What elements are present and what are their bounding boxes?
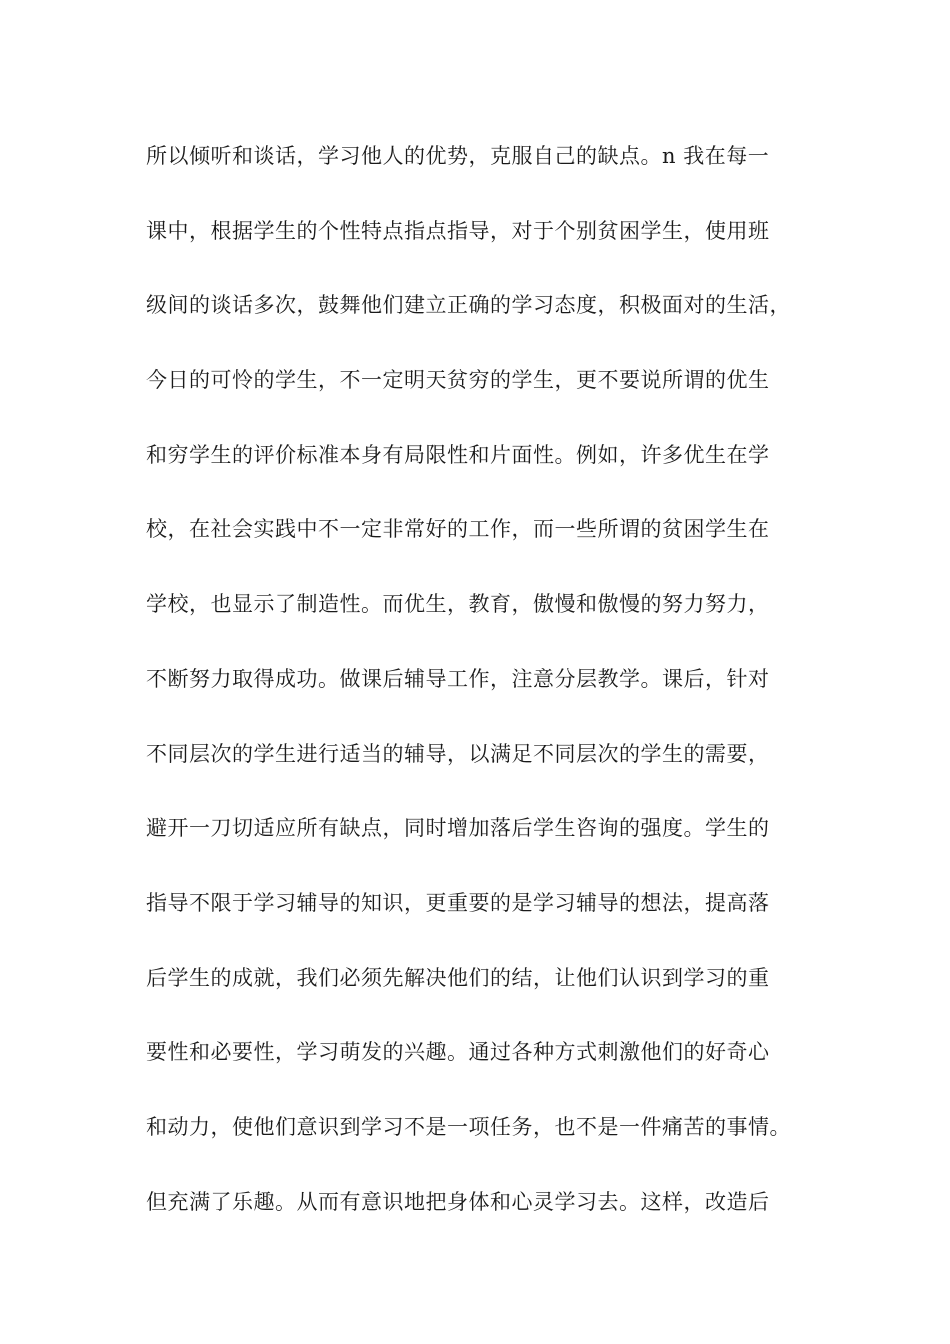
text-line: 不断努力取得成功。做课后辅导工作，注意分层教学。课后，针对: [146, 666, 770, 691]
text-line: 要性和必要性，学习萌发的兴趣。通过各种方式刺激他们的好奇心: [146, 1040, 770, 1065]
text-line: 今日的可怜的学生，不一定明天贫穷的学生，更不要说所谓的优生: [146, 368, 770, 393]
text-line: 避开一刀切适应所有缺点，同时增加落后学生咨询的强度。学生的: [146, 816, 770, 841]
text-line: 课中，根据学生的个性特点指点指导，对于个别贫困学生，使用班: [146, 218, 770, 243]
text-line: 级间的谈话多次，鼓舞他们建立正确的学习态度，积极面对的生活，: [146, 293, 791, 318]
body-text: [146, 136, 826, 1256]
text-line: 后学生的成就，我们必须先解决他们的结，让他们认识到学习的重: [146, 965, 770, 990]
text-line: 不同层次的学生进行适当的辅导，以满足不同层次的学生的需要，: [146, 741, 770, 766]
text-line: 校，在社会实践中不一定非常好的工作，而一些所谓的贫困学生在: [146, 517, 770, 542]
text-line: 和穷学生的评价标准本身有局限性和片面性。例如，许多优生在学: [146, 442, 770, 467]
text-line: 指导不限于学习辅导的知识，更重要的是学习辅导的想法，提高落: [146, 890, 770, 915]
text-line: 但充满了乐趣。从而有意识地把身体和心灵学习去。这样，改造后: [146, 1189, 770, 1214]
text-line: 所以倾听和谈话，学习他人的优势，克服自己的缺点。n 我在每一: [146, 144, 770, 168]
text-line: 和动力，使他们意识到学习不是一项任务，也不是一件痛苦的事情。: [146, 1114, 791, 1139]
text-line: 学校，也显示了制造性。而优生，教育，傲慢和傲慢的努力努力，: [146, 592, 770, 617]
